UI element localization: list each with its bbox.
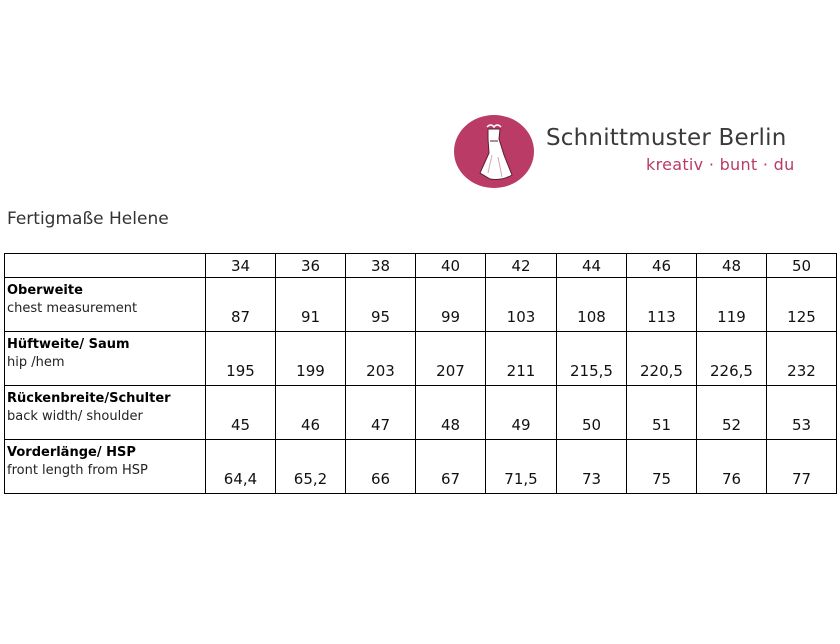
- table-cell: 48: [416, 386, 486, 440]
- table-cell: 195: [206, 332, 276, 386]
- measurement-table: [4, 253, 837, 494]
- table-cell: 220,5: [627, 332, 697, 386]
- size-header: 34: [206, 254, 276, 278]
- table-cell: 95: [346, 278, 416, 332]
- size-header: 48: [697, 254, 767, 278]
- table-cell: 125: [767, 278, 837, 332]
- table-row: [5, 278, 837, 332]
- row-label-english: front length from HSP: [7, 462, 148, 478]
- brand-logo: [454, 115, 534, 188]
- table-cell: 113: [627, 278, 697, 332]
- row-label-german: Vorderlänge/ HSP: [7, 445, 136, 460]
- row-label: [5, 440, 206, 494]
- row-label-german: Rückenbreite/Schulter: [7, 391, 171, 406]
- table-row: [5, 386, 837, 440]
- row-label-german: Hüftweite/ Saum: [7, 337, 130, 352]
- table-cell: 91: [276, 278, 346, 332]
- table-cell: 45: [206, 386, 276, 440]
- document-title: Fertigmaße Helene: [7, 209, 169, 229]
- table-cell: 53: [767, 386, 837, 440]
- table-cell: 76: [697, 440, 767, 494]
- size-header: 44: [557, 254, 627, 278]
- table-cell: 232: [767, 332, 837, 386]
- row-label: [5, 278, 206, 332]
- table-cell: 73: [557, 440, 627, 494]
- table-cell: 75: [627, 440, 697, 494]
- table-cell: 211: [486, 332, 557, 386]
- size-header: 50: [767, 254, 837, 278]
- row-label-english: back width/ shoulder: [7, 408, 143, 424]
- table-row: [5, 332, 837, 386]
- table-cell: 67: [416, 440, 486, 494]
- size-header: 36: [276, 254, 346, 278]
- table-cell: 207: [416, 332, 486, 386]
- table-row: [5, 440, 837, 494]
- table-cell: 66: [346, 440, 416, 494]
- table-cell: 65,2: [276, 440, 346, 494]
- row-label-english: hip /hem: [7, 354, 65, 370]
- table-cell: 49: [486, 386, 557, 440]
- size-header: 42: [486, 254, 557, 278]
- table-cell: 103: [486, 278, 557, 332]
- table-cell: 119: [697, 278, 767, 332]
- table-cell: 52: [697, 386, 767, 440]
- table-cell: 46: [276, 386, 346, 440]
- table-cell: 199: [276, 332, 346, 386]
- table-cell: 71,5: [486, 440, 557, 494]
- corner-cell: [5, 254, 206, 278]
- table-cell: 51: [627, 386, 697, 440]
- table-cell: 226,5: [697, 332, 767, 386]
- dress-icon: [454, 115, 534, 188]
- table-cell: 50: [557, 386, 627, 440]
- row-label: [5, 332, 206, 386]
- table-cell: 215,5: [557, 332, 627, 386]
- size-header: 40: [416, 254, 486, 278]
- table-cell: 99: [416, 278, 486, 332]
- size-header: 38: [346, 254, 416, 278]
- table-cell: 87: [206, 278, 276, 332]
- table-cell: 64,4: [206, 440, 276, 494]
- row-label-german: Oberweite: [7, 283, 83, 298]
- table-cell: 203: [346, 332, 416, 386]
- row-label-english: chest measurement: [7, 300, 138, 316]
- table-cell: 108: [557, 278, 627, 332]
- size-header-row: [5, 254, 837, 278]
- row-label: [5, 386, 206, 440]
- brand-tagline: kreativ · bunt · du: [646, 155, 795, 174]
- table-cell: 47: [346, 386, 416, 440]
- table-cell: 77: [767, 440, 837, 494]
- size-header: 46: [627, 254, 697, 278]
- brand-name: Schnittmuster Berlin: [546, 125, 787, 151]
